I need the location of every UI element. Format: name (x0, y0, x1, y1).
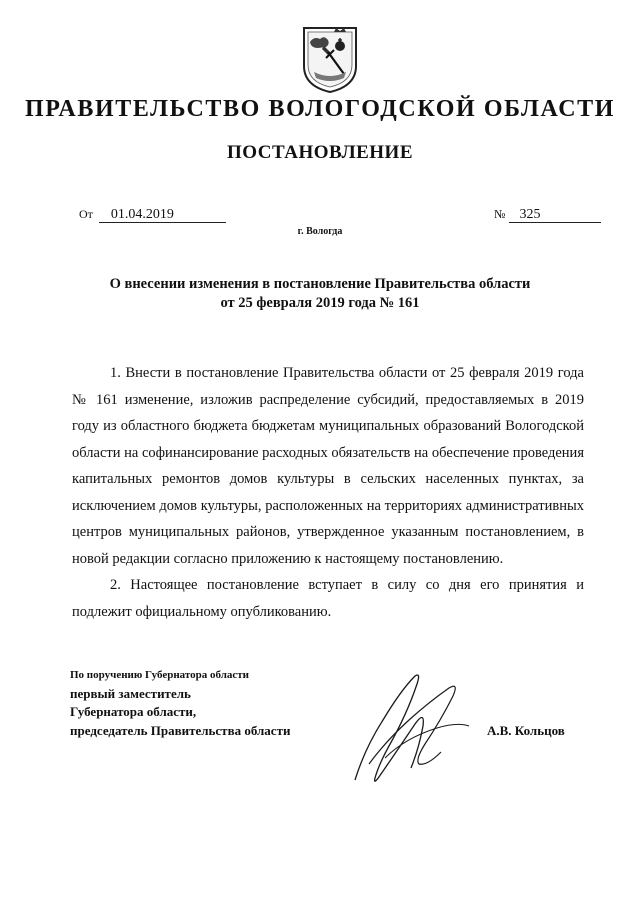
number-field (494, 207, 601, 223)
date-label: От (79, 207, 93, 221)
coat-of-arms-icon (300, 22, 360, 94)
number-value: 325 (509, 207, 601, 223)
body-paragraph-2: 2. Настоящее постановление вступает в силу со дня его принятия и подлежит официальному опубликованию. (72, 577, 584, 620)
document-subject (0, 275, 640, 313)
signatory-line-3: Губернатора области, (70, 704, 197, 719)
subject-line-1: О внесении изменения в постановление Правительства области (109, 276, 531, 292)
document-type: ПОСТАНОВЛЕНИЕ (226, 142, 414, 163)
date-value: 01.04.2019 (99, 207, 226, 223)
city-label: г. Вологда (297, 226, 343, 237)
document-body (72, 360, 584, 625)
date-field (79, 207, 226, 223)
government-title: ПРАВИТЕЛЬСТВО ВОЛОГОДСКОЙ ОБЛАСТИ (24, 96, 616, 122)
signer-name: А.В. Кольцов (487, 723, 565, 738)
number-label: № (494, 207, 506, 221)
body-paragraph-1: 1. Внести в постановление Правительства области от 25 февраля 2019 года № 161 изменение, изложив распределение субсидий, предоставляемых в 2019 году из областного бюджета бюджетам муниципальных образований Вологодской области на софинансирование расходных обязательств на обеспечение проведения капитальных ремонтов домов культуры в сельских населенных пунктах, за исключением домов культуры, расположенных на территориях административных центров муниципальных районов, утвержденное указанным постановлением, в новой редакции согласно приложению к настоящему постановлению. (72, 365, 584, 567)
signatory-line-1: По поручению Губернатора области (70, 669, 250, 681)
signatory-title (70, 666, 290, 740)
signatory-line-2: первый заместитель (70, 685, 191, 701)
subject-line-2: от 25 февраля 2019 года № 161 (220, 295, 420, 311)
handwritten-signature-icon (345, 668, 475, 788)
signatory-line-4: председатель Правительства области (70, 722, 291, 738)
